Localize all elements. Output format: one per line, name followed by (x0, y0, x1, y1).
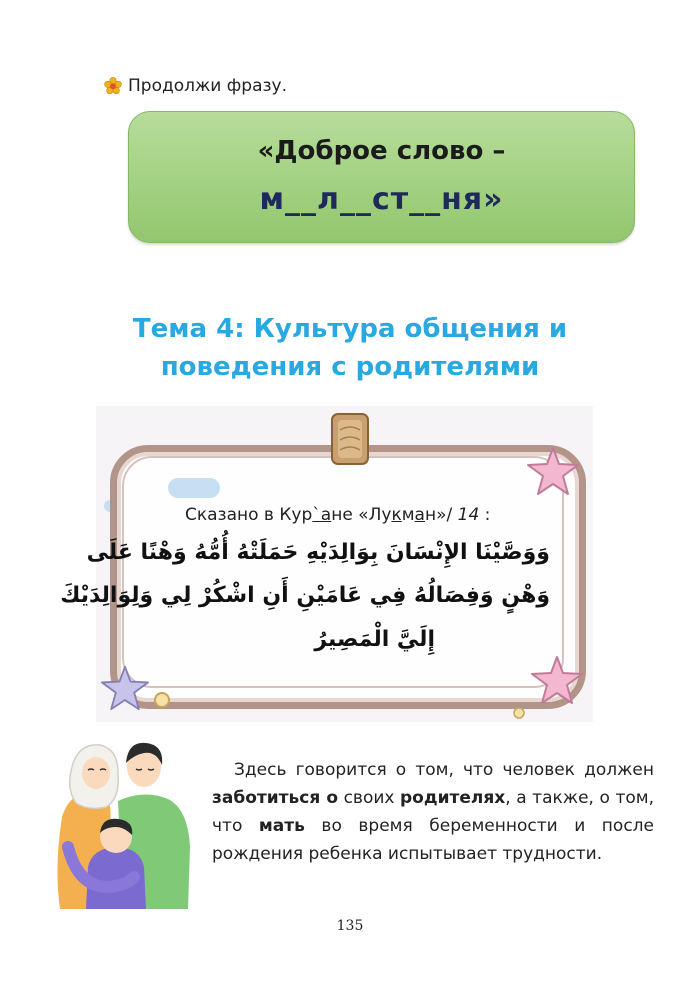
instruction-text: Продолжи фразу. (128, 76, 288, 96)
citation-stress: к (391, 505, 402, 525)
wooden-clip-icon (326, 410, 374, 470)
quran-citation (185, 505, 490, 525)
flower-icon (104, 77, 122, 95)
paragraph-text: своих (338, 788, 401, 808)
arabic-verse-line-2: وَهْنٍ وَفِصَالُهُ فِي عَامَيْنِ أَنِ اشْكُرْ لِي وَلِوَالِدَيْكَ (60, 583, 550, 608)
citation-surah: «Лу (352, 505, 392, 525)
citation-stress: `а (312, 505, 332, 525)
explanation-paragraph (212, 756, 654, 868)
star-icon (100, 665, 150, 711)
citation-close: »/ (436, 505, 458, 525)
topic-title-line-2: поведения с родителями (160, 352, 540, 382)
paragraph-text: во время беременности и после рождения ребенка испытывает трудности. (212, 816, 654, 864)
arabic-verse-line-1: وَوَصَّيْنَا الإِنْسَانَ بِوَالِدَيْهِ حَمَلَتْهُ أُمُّهُ وَهْنًا عَلَى (86, 540, 550, 565)
star-icon (526, 446, 580, 496)
citation-colon: : (479, 505, 491, 525)
dot-decoration-icon (152, 690, 172, 710)
phrase-line-2: м__л__ст__ня» (259, 182, 504, 217)
star-icon (530, 655, 584, 705)
dot-decoration-icon (512, 706, 526, 720)
citation-stress: а (414, 505, 425, 525)
phrase-line-1: «Доброе слово – (257, 136, 506, 166)
paragraph-text: Здесь говорится о том, что человек должен (234, 760, 654, 780)
paragraph-text: , а также, о том, что (212, 788, 654, 836)
cloud-decoration (168, 478, 220, 498)
topic-title-line-1: Тема 4: Культура общения и (132, 314, 568, 344)
paragraph-bold: родителях (400, 788, 506, 808)
citation-surah: н (424, 505, 437, 525)
citation-surah: м (401, 505, 415, 525)
instruction-line (104, 74, 287, 98)
paragraph-bold: заботиться о (212, 788, 339, 808)
family-illustration (48, 737, 196, 909)
citation-word: Кур (279, 505, 313, 525)
phrase-box (128, 111, 635, 243)
citation-word: не (331, 505, 353, 525)
arabic-verse-line-3: إِلَيَّ الْمَصِيرُ (314, 627, 435, 652)
page-number: 135 (336, 918, 364, 934)
citation-verse-number: 14 (457, 505, 480, 525)
paragraph-bold: мать (258, 816, 305, 836)
citation-prefix: Сказано в (185, 505, 280, 525)
